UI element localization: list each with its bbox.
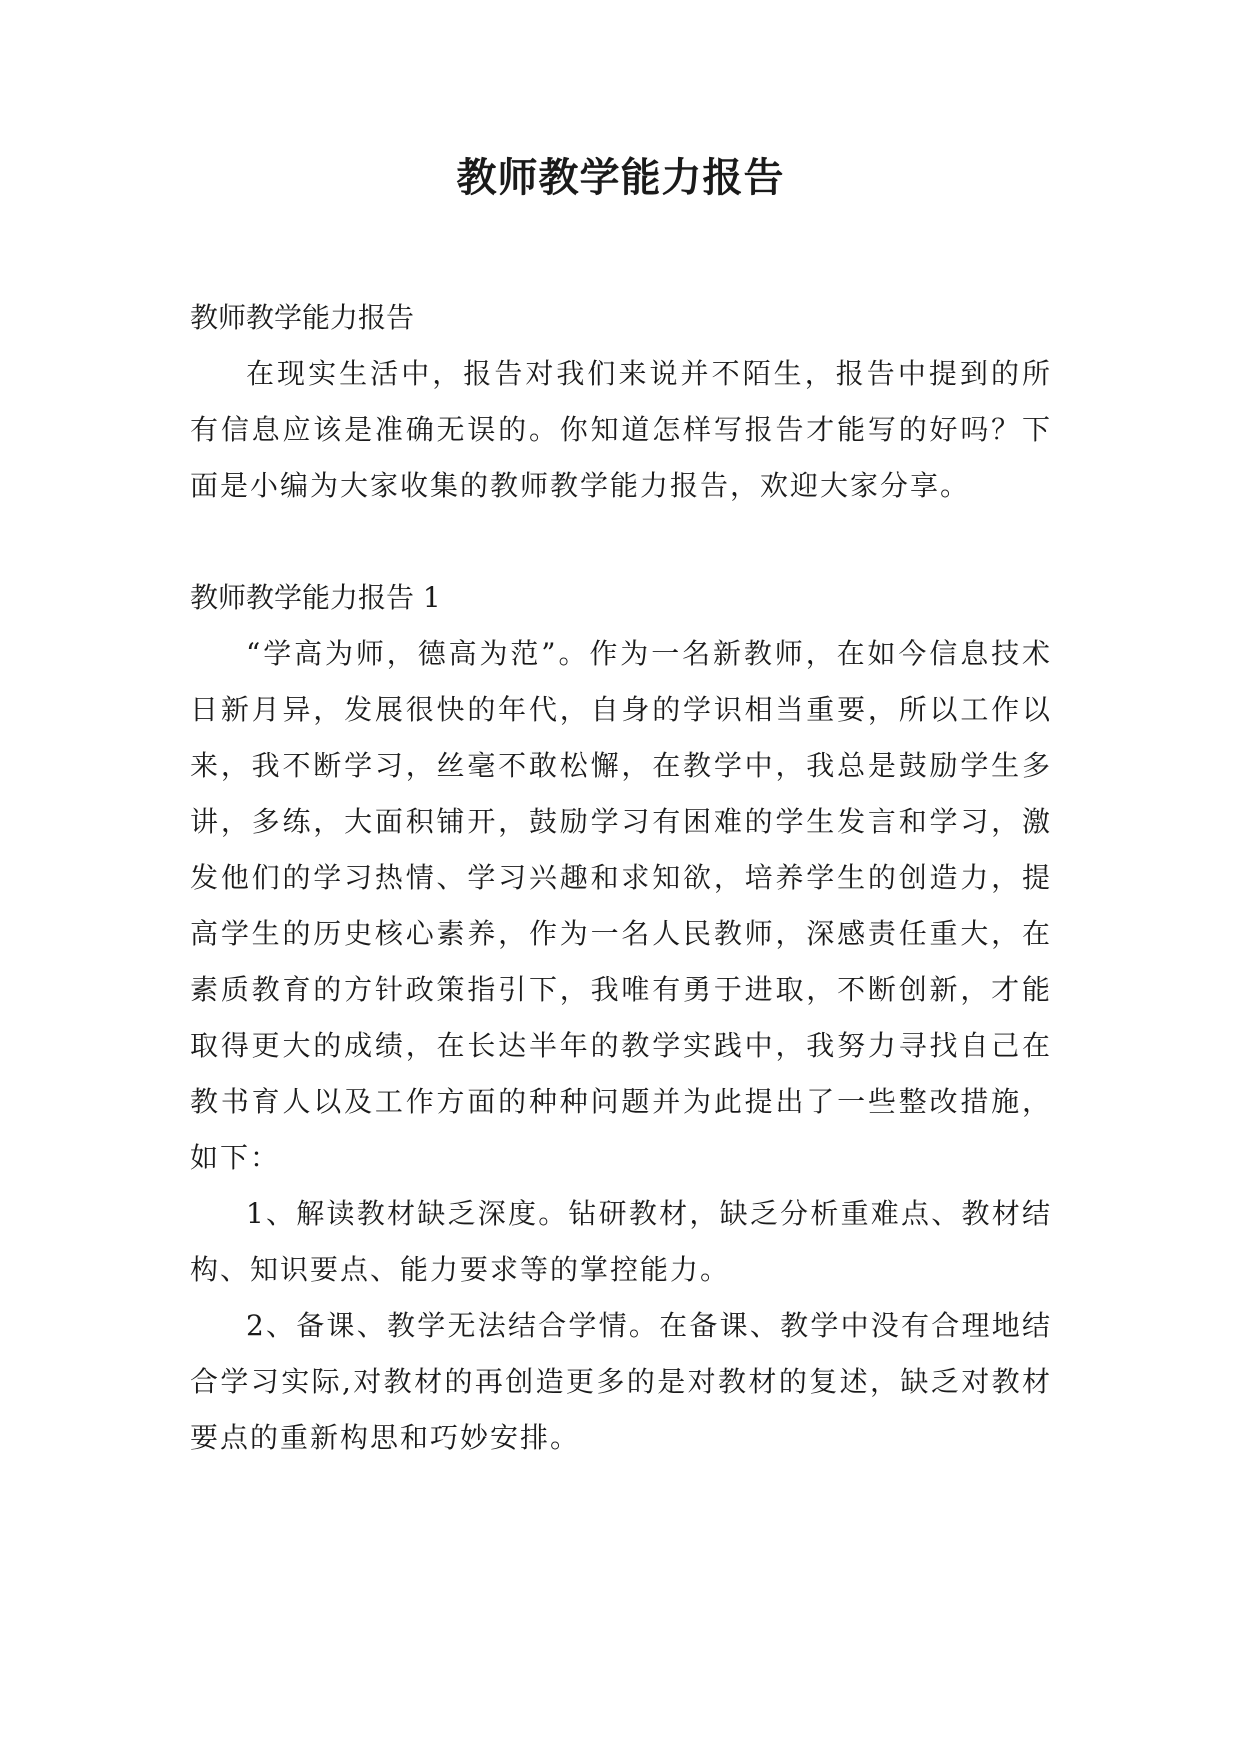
section-1-item-2: 2、备课、教学无法结合学情。在备课、教学中没有合理地结合学习实际,对教材的再创造更多的是对教材的复述，缺乏对教材要点的重新构思和巧妙安排。 (190, 1309, 1052, 1454)
document-title: 教师教学能力报告 (456, 154, 785, 201)
section-1-item-1: 1、解读教材缺乏深度。钻研教材，缺乏分析重难点、教材结构、知识要点、能力要求等的掌控能力。 (190, 1197, 1052, 1286)
intro-paragraph: 在现实生活中，报告对我们来说并不陌生，报告中提到的所有信息应该是准确无误的。你知道怎样写报告才能写的好吗？下面是小编为大家收集的教师教学能力报告，欢迎大家分享。 (190, 357, 1052, 502)
document-body (190, 290, 1052, 1466)
section-1-paragraph: “学高为师，德高为范”。作为一名新教师，在如今信息技术日新月异，发展很快的年代，自身的学识相当重要，所以工作以来，我不断学习，丝毫不敢松懈，在教学中，我总是鼓励学生多讲，多练，大面积铺开，鼓励学习有困难的学生发言和学习，激发他们的学习热情、学习兴趣和求知欲，培养学生的创造力，提高学生的历史核心素养，作为一名人民教师，深感责任重大，在素质教育的方针政策指引下，我唯有勇于进取，不断创新，才能取得更大的成绩，在长达半年的教学实践中，我努力寻找自己在教书育人以及工作方面的种种问题并为此提出了一些整改措施，如下： (190, 637, 1052, 1174)
intro-heading: 教师教学能力报告 (190, 301, 415, 334)
section-1-heading: 教师教学能力报告 1 (190, 581, 441, 614)
